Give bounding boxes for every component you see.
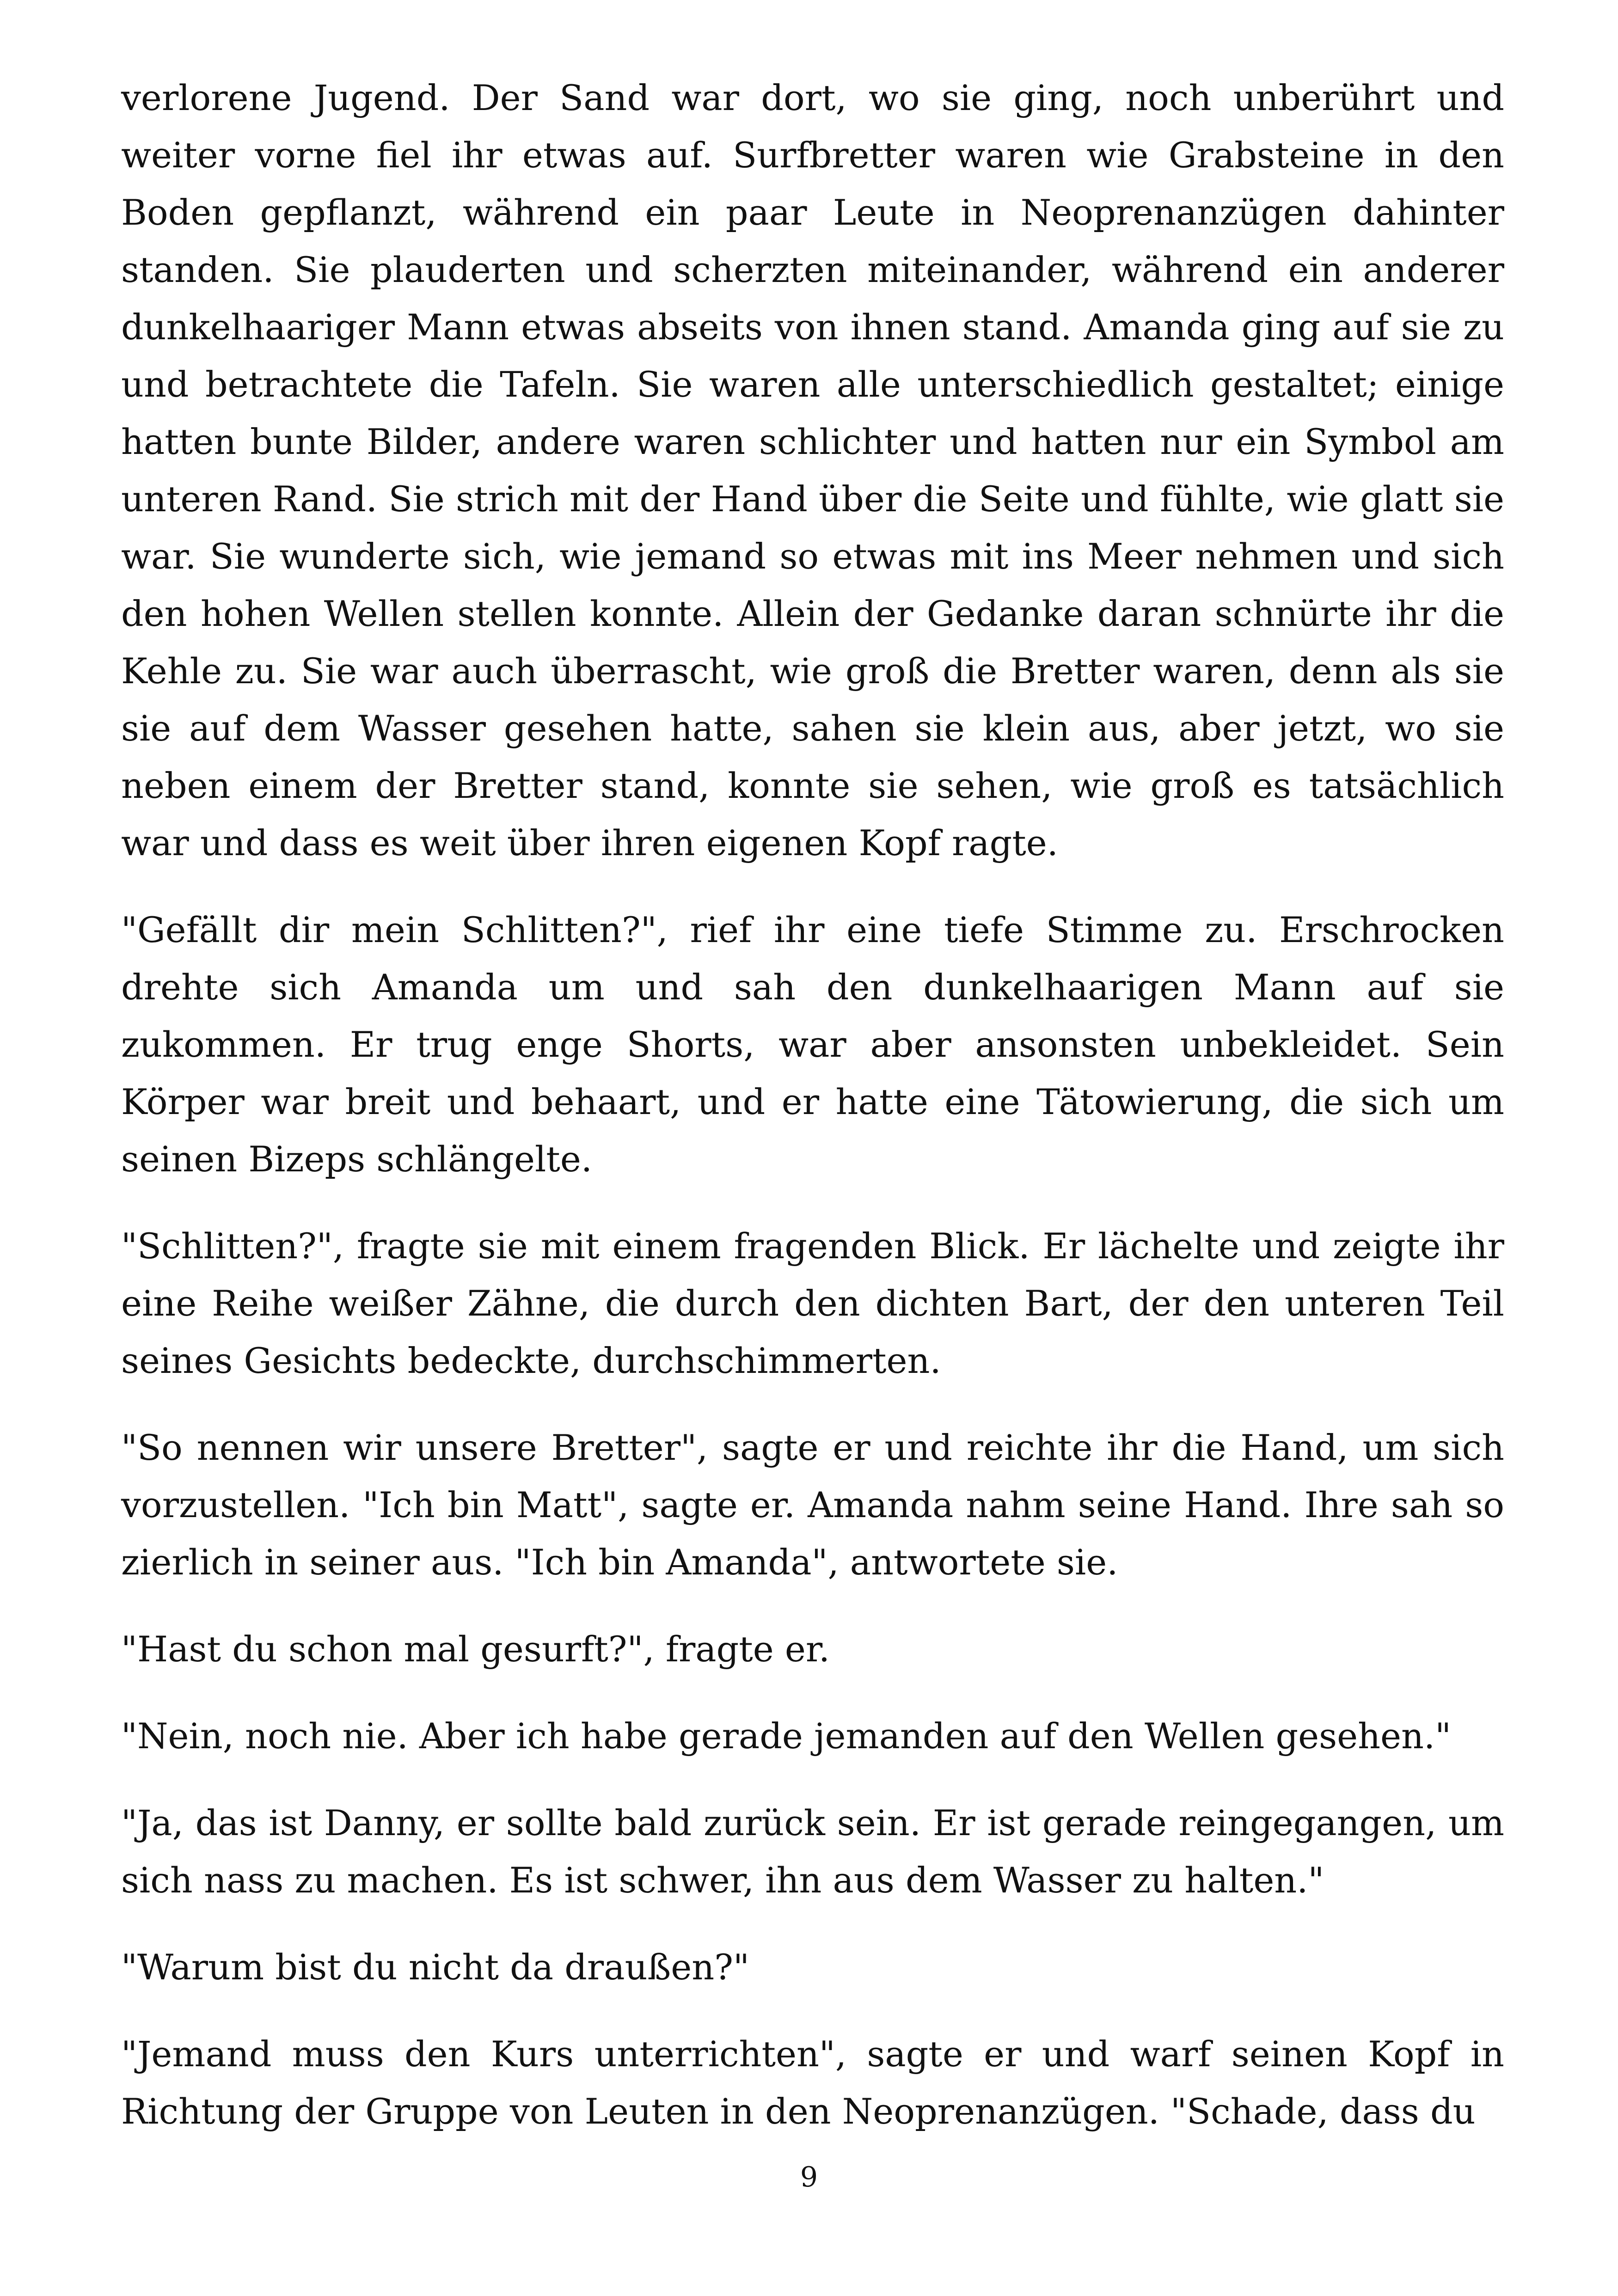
paragraph-4: "So nennen wir unsere Bretter", sagte er und reichte ihr die Hand, um sich vorzustellen. "Ich bin Matt", sagte er. Amanda nahm seine Hand. Ihre sah so zierlich in seiner aus. "Ich bin Amanda", antwortete sie. <box>121 1427 1504 1583</box>
body-text <box>121 69 1504 2140</box>
paragraph-3: "Schlitten?", fragte sie mit einem fragenden Blick. Er lächelte und zeigte ihr eine Reihe weißer Zähne, die durch den dichten Bart, der den unteren Teil seines Gesichts bedeckte, durchschimmerten. <box>121 1225 1504 1381</box>
page-number: 9 <box>800 2161 818 2193</box>
paragraph-7: "Ja, das ist Danny, er sollte bald zurück sein. Er ist gerade reingegangen, um sich nass zu machen. Es ist schwer, ihn aus dem Wasser zu halten." <box>121 1802 1504 1901</box>
paragraph-5: "Hast du schon mal gesurft?", fragte er. <box>121 1629 830 1670</box>
paragraph-9: "Jemand muss den Kurs unterrichten", sagte er und warf seinen Kopf in Richtung der Gruppe von Leuten in den Neoprenanzügen. "Schade, dass du <box>121 2033 1504 2132</box>
paragraph-6: "Nein, noch nie. Aber ich habe gerade jemanden auf den Wellen gesehen." <box>121 1715 1452 1757</box>
paragraph-8: "Warum bist du nicht da draußen?" <box>121 1947 749 1988</box>
paragraph-1: verlorene Jugend. Der Sand war dort, wo sie ging, noch unberührt und weiter vorne fiel ihr etwas auf. Surfbretter waren wie Grabsteine in den Boden gepflanzt, während ein paar Leute in Neoprenanzügen dahinter standen. Sie plauderten und scherzten miteinander, während ein anderer dunkelhaariger Mann etwas abseits von ihnen stand. Amanda ging auf sie zu und betrachtete die Tafeln. Sie waren alle unterschiedlich gestaltet; einige hatten bunte Bilder, andere waren schlichter und hatten nur ein Symbol am unteren Rand. Sie strich mit der Hand über die Seite und fühlte, wie glatt sie war. Sie wunderte sich, wie jemand so etwas mit ins Meer nehmen und sich den hohen Wellen stellen konnte. Allein der Gedanke daran schnürte ihr die Kehle zu. Sie war auch überrascht, wie groß die Bretter waren, denn als sie sie auf dem Wasser gesehen hatte, sahen sie klein aus, aber jetzt, wo sie neben einem der Bretter stand, konnte sie sehen, wie groß es tatsächlich war und dass es weit über ihren eigenen Kopf ragte. <box>121 77 1504 863</box>
paragraph-2: "Gefällt dir mein Schlitten?", rief ihr eine tiefe Stimme zu. Erschrocken drehte sich Amanda um und sah den dunkelhaarigen Mann auf sie zukommen. Er trug enge Shorts, war aber ansonsten unbekleidet. Sein Körper war breit und behaart, und er hatte eine Tätowierung, die sich um seinen Bizeps schlängelte. <box>121 909 1504 1180</box>
